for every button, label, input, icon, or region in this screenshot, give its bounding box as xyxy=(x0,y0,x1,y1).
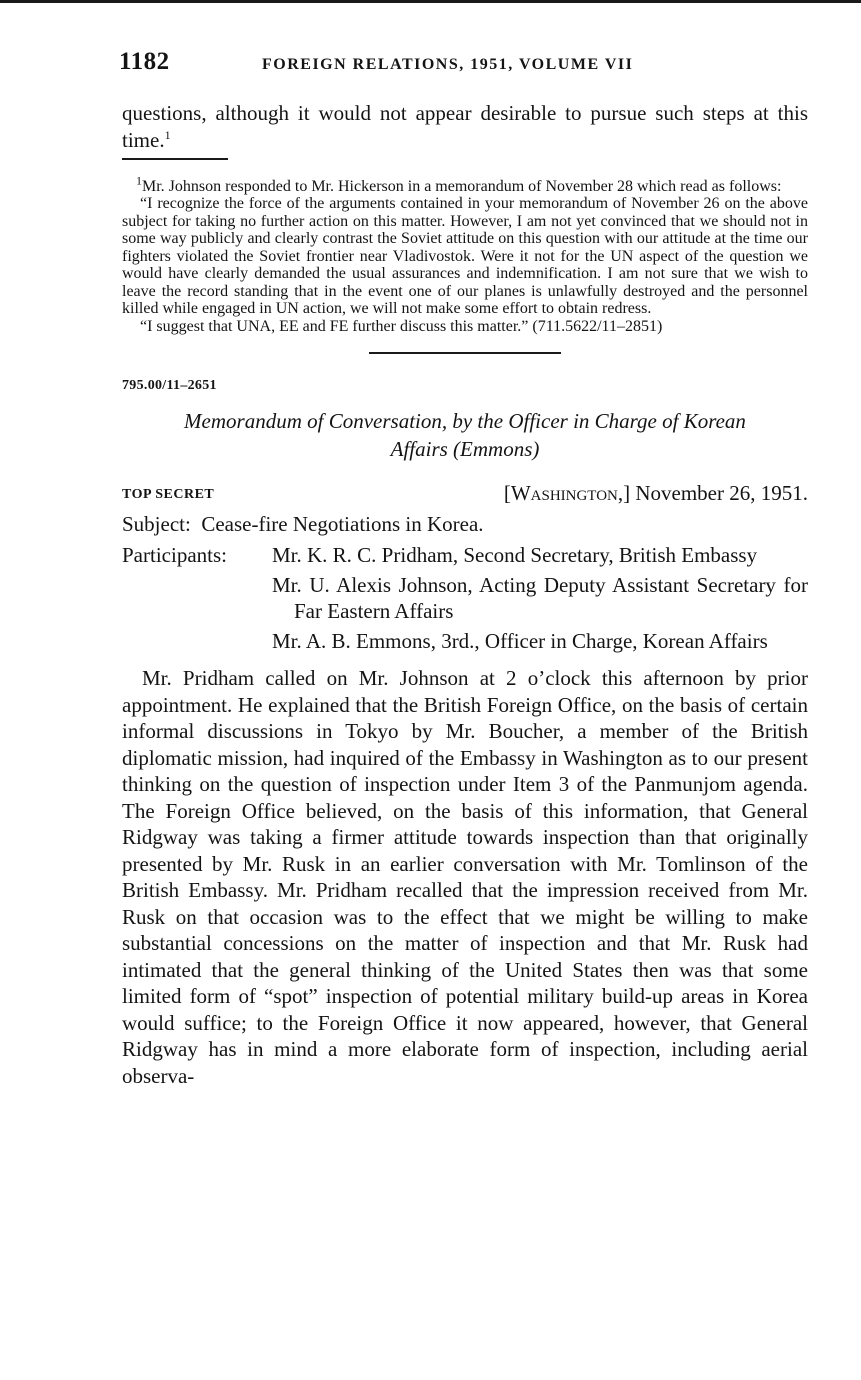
participant-item: Mr. A. B. Emmons, 3rd., Officer in Charge, Korean Affairs xyxy=(272,628,768,653)
footnote xyxy=(122,173,808,336)
footnote-divider xyxy=(122,158,228,160)
dateline xyxy=(504,481,808,506)
document-page xyxy=(119,48,808,1089)
document-title xyxy=(122,407,808,463)
dateline-place: [Washington,] xyxy=(503,480,631,505)
footnote-reference[interactable]: 1 xyxy=(164,127,171,142)
subject-row xyxy=(122,511,808,538)
participant-item: Mr. K. R. C. Pridham, Second Secretary, British Embassy xyxy=(272,543,758,567)
footnote-marker: 1 xyxy=(136,173,142,188)
running-head: FOREIGN RELATIONS, 1951, VOLUME VII xyxy=(262,56,634,73)
participants-block xyxy=(122,542,808,654)
document-title-line-2: Affairs (Emmons) xyxy=(390,436,540,461)
dateline-date: November 26, 1951. xyxy=(635,480,808,505)
subject-label: Subject: xyxy=(122,511,191,536)
body-paragraph: Mr. Pridham called on Mr. Johnson at 2 o’clock this afternoon by prior appointment. He explained that the British Foreign Office, on the basis of certain informal discussions in Tokyo by Mr. Boucher, a member of the British diplomatic mission, had inquired of the Embassy in Washington as to our present thinking on the question of inspection under Item 3 of the Panmunjom agenda. The Foreign Office believed, on the basis of this information, that General Ridgway was taking a firmer attitude towards inspection than that originally presented by Mr. Rusk in an earlier conversation with Mr. Tomlinson of the British Embassy. Mr. Pridham recalled that the impression received from Mr. Rusk on that occasion was to the effect that we might be willing to make substantial concessions on the matter of inspection and that Mr. Rusk had intimated that the general thinking of the United States then was that some limited form of “spot” inspection of potential military build-up areas in Korea would suffice; to the Foreign Office it now appeared, however, that General Ridgway has in mind a more elaborate form of inspection, including aerial observa- xyxy=(122,666,808,1088)
participant-list xyxy=(272,542,808,654)
subject-text: Cease-fire Negotiations in Korea. xyxy=(201,511,484,536)
page-number: 1182 xyxy=(119,48,170,75)
page-header xyxy=(119,48,808,84)
continuation-paragraph xyxy=(122,100,808,153)
file-number: 795.00/11–2651 xyxy=(122,377,217,393)
section-divider xyxy=(369,352,561,354)
footnote-intro-line xyxy=(122,173,808,196)
footnote-intro: Mr. Johnson responded to Mr. Hickerson in a memorandum of November 28 which read as follows: xyxy=(142,177,782,195)
classification-dateline xyxy=(122,481,808,511)
document-title-line-1: Memorandum of Conversation, by the Officer in Charge of Korean xyxy=(184,408,746,433)
participants-label: Participants: xyxy=(122,543,227,567)
classification-label: TOP SECRET xyxy=(122,486,215,502)
footnote-quote-2: “I suggest that UNA, EE and FE further discuss this matter.” (711.5622/11–2851) xyxy=(140,317,663,335)
participant-item: Mr. U. Alexis Johnson, Acting Deputy Assistant Secretary for Far Eastern Affairs xyxy=(272,572,808,623)
page-top-edge xyxy=(0,0,861,3)
footnote-quote-1: “I recognize the force of the arguments contained in your memorandum of November 26 on the above subject for taking no further action on this matter. However, I am not yet convinced that we should not in some way publicly and clearly contrast the Soviet attitude on this question with our attitude at the time our fighters violated the Soviet frontier near Vladivostok. Were it not for the UN aspect of the question we would have clearly demanded the usual assurances and indemnification. I am not sure that we wish to leave the record standing that in the event one of our planes is unlawfully destroyed and the personnel killed while engaged in UN action, we will not make some effort to obtain redress. xyxy=(122,195,808,317)
continuation-text: questions, although it would not appear desirable to pursue such steps at this time. xyxy=(122,101,808,152)
